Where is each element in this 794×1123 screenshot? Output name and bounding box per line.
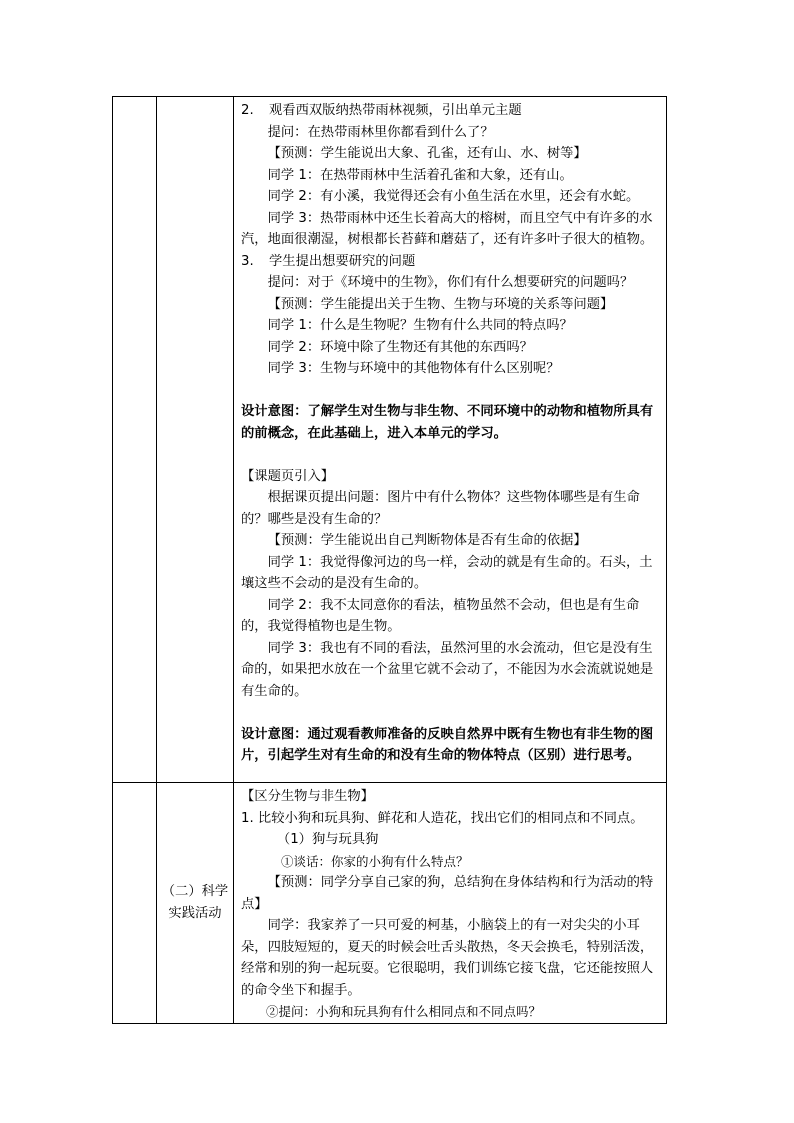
list-item: 1. 比较小狗和玩具狗、鲜花和人造花，找出它们的相同点和不同点。 (241, 810, 644, 826)
student-answer: 同学 3：生物与环境中的其他物体有什么区别呢？ (267, 361, 560, 376)
question-text: ①谈话：你家的小狗有什么特点？ (281, 853, 469, 869)
prediction-text: 【预测：学生能说出自己判断物体是否有生命的依据】 (267, 533, 587, 548)
blank-cell (157, 97, 234, 783)
prediction-text: 【预测：学生能说出大象、孔雀，还有山、水、树等】 (267, 146, 587, 161)
section-heading: 【课题页引入】 (241, 468, 335, 484)
student-answer: 同学 2：我不太同意你的看法，植物虽然不会动，但也是有生命的，我觉得植物也是生物。 (241, 597, 640, 634)
section-label: （二）科学实践活动 (157, 783, 234, 1024)
content-cell (234, 97, 667, 783)
question-text: 提问：对于《环境中的生物》，你们有什么想要研究的问题吗？ (267, 275, 634, 290)
sub-heading: （1）狗与玩具狗 (276, 832, 379, 847)
design-intent: 设计意图：通过观看教师准备的反映自然界中既有生物也有非生物的图片，引起学生对有生命的和没有生命的物体特点（区别）进行思考。 (241, 726, 654, 763)
table-row (113, 97, 667, 783)
question-text: 根据课页提出问题：图片中有什么物体？这些物体哪些是有生命的？哪些是没有生命的？ (241, 490, 640, 527)
student-answer: 同学 1：我觉得像河边的鸟一样，会动的就是有生命的。石头，土壤这些不会动的是没有生命的。 (241, 554, 653, 591)
design-intent: 设计意图：了解学生对生物与非生物、不同环境中的动物和植物所具有的前概念，在此基础上，进入本单元的学习。 (241, 404, 654, 441)
student-answer: 同学 2：环境中除了生物还有其他的东西吗？ (267, 339, 533, 355)
content-cell (234, 783, 667, 1024)
student-answer: 同学 1：在热带雨林中生活着孔雀和大象，还有山。 (267, 167, 573, 183)
lesson-plan-table (112, 96, 667, 1024)
blank-cell (113, 97, 157, 783)
student-answer: 同学 2：有小溪，我觉得还会有小鱼生活在水里，还会有水蛇。 (267, 189, 640, 204)
question-text: 提问：在热带雨林里你都看到什么了？ (267, 124, 494, 140)
student-answer: 同学：我家养了一只可爱的柯基，小脑袋上的有一对尖尖的小耳朵，四肢短短的，夏天的时候会吐舌头散热，冬天会换毛，特别活泼，经常和别的狗一起玩耍。它很聪明，我们训练它接飞盘，它还能按照人的命令坐下和握手。 (241, 918, 654, 998)
section-heading: 【区分生物与非生物】 (241, 789, 374, 804)
prediction-text: 【预测：同学分享自己家的狗，总结狗在身体结构和行为活动的特点】 (241, 875, 654, 912)
student-answer: 同学 3：热带雨林中还生长着高大的榕树，而且空气中有许多的水汽，地面很潮湿，树根都长苔藓和蘑菇了，还有许多叶子很大的植物。 (241, 210, 654, 247)
prediction-text: 【预测：学生能提出关于生物、生物与环境的关系等问题】 (267, 296, 614, 312)
list-item: 3. 学生提出想要研究的问题 (241, 253, 416, 269)
question-text: ②提问：小狗和玩具狗有什么相同点和不同点吗？ (266, 1004, 542, 1019)
student-answer: 同学 3：我也有不同的看法，虽然河里的水会流动，但它是没有生命的，如果把水放在一个盆里它就不会动了，不能因为水会流就说她是有生命的。 (241, 640, 654, 699)
blank-cell (113, 783, 157, 1024)
table-row (113, 783, 667, 1024)
student-answer: 同学 1：什么是生物呢？生物有什么共同的特点吗？ (267, 318, 573, 333)
list-item: 2. 观看西双版纳热带雨林视频，引出单元主题 (241, 103, 522, 118)
